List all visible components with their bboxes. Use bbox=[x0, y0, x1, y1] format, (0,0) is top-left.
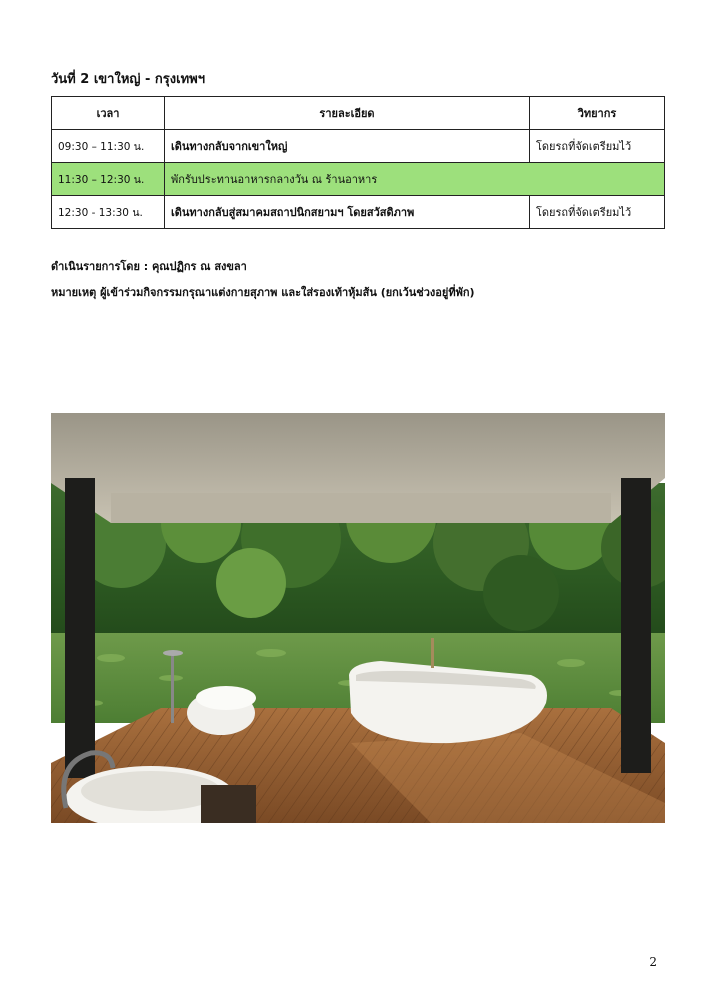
row-detail: เดินทางกลับจากเขาใหญ่ bbox=[165, 130, 530, 163]
table-header-row bbox=[52, 97, 665, 130]
row-speaker: โดยรถที่จัดเตรียมไว้ bbox=[530, 196, 665, 229]
header-detail: รายละเอียด bbox=[165, 97, 530, 130]
row-detail: เดินทางกลับสู่สมาคมสถาปนิกสยามฯ โดยสวัสดิภาพ bbox=[165, 196, 530, 229]
bathroom-pavilion-photo bbox=[51, 413, 665, 823]
row-time: 11:30 – 12:30 น. bbox=[52, 163, 165, 196]
row-detail: พักรับประทานอาหารกลางวัน ณ ร้านอาหาร bbox=[165, 163, 665, 196]
row-time: 12:30 - 13:30 น. bbox=[52, 196, 165, 229]
row-time: 09:30 – 11:30 น. bbox=[52, 130, 165, 163]
schedule-table bbox=[51, 96, 665, 229]
day-title: วันที่ 2 เขาใหญ่ - กรุงเทพฯ bbox=[51, 72, 206, 87]
remark-note: หมายเหตุ ผู้เข้าร่วมกิจกรรมกรุณาแต่งกายสุภาพ และใส่รองเท้าหุ้มส้น (ยกเว้นช่วงอยู่ที่พัก) bbox=[51, 286, 475, 299]
page-number: 2 bbox=[649, 955, 657, 969]
table-row bbox=[52, 196, 665, 229]
table-row-highlighted bbox=[52, 163, 665, 196]
row-speaker: โดยรถที่จัดเตรียมไว้ bbox=[530, 130, 665, 163]
table-row bbox=[52, 130, 665, 163]
header-time: เวลา bbox=[52, 97, 165, 130]
organizer-note: ดำเนินรายการโดย : คุณปฏิกร ณ สงขลา bbox=[51, 260, 247, 273]
header-speaker: วิทยากร bbox=[530, 97, 665, 130]
